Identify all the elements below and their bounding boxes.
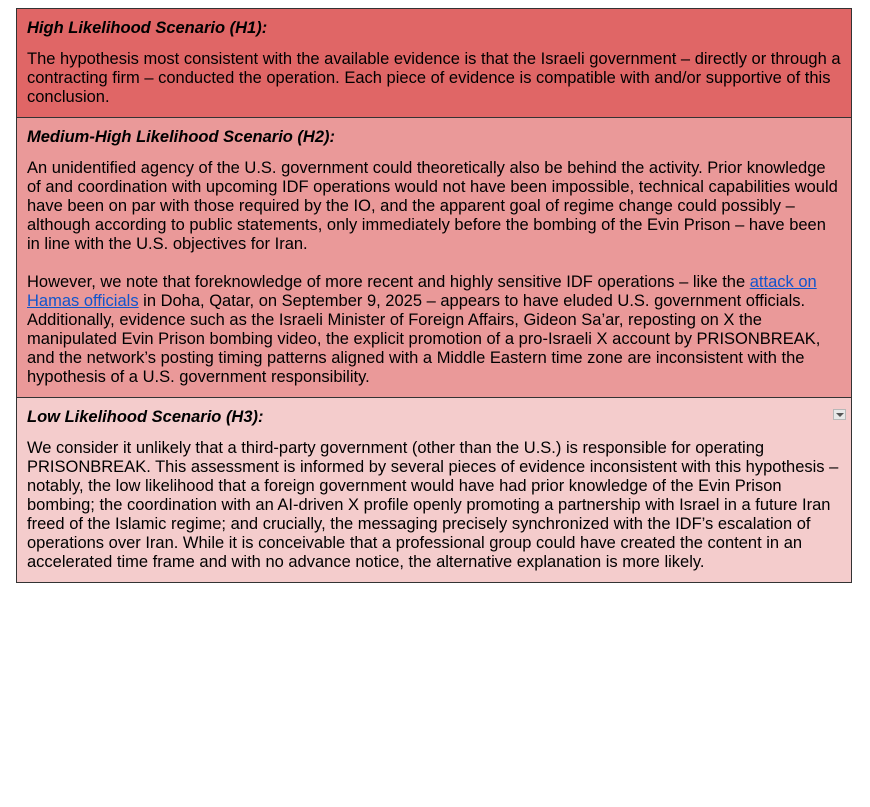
- cell-dropdown-arrow-icon[interactable]: [833, 409, 846, 420]
- scenario-h2-paragraph-1: An unidentified agency of the U.S. government could theoretically also be behind the activity. Prior knowledge of and coordination with upcoming IDF operations would not have been impossible, technical capabilities would have been on par with those required by the IO, and the apparent goal of regime change could possibly – although according to public statements, only immediately before the bombing of the Evin Prison – have been in line with the U.S. objectives for Iran.: [27, 159, 838, 253]
- scenario-h1-title: High Likelihood Scenario (H1):: [27, 19, 268, 37]
- scenario-h1-cell: [17, 9, 851, 118]
- scenario-h3-body: We consider it unlikely that a third-party government (other than the U.S.) is responsible for operating PRISONBREAK. This assessment is informed by several pieces of evidence inconsistent with this hypothesis – notably, the low likelihood that a foreign government would have had prior knowledge of the Evin Prison bombing; the coordination with an AI-driven X profile openly promoting a partnership with Israel in a future Iran freed of the Islamic regime; and crucially, the messaging precisely synchronized with the IDF’s escalation of operations over Iran. While it is conceivable that a professional group could have created the content in an accelerated time frame and with no advance notice, the alternative explanation is more likely.: [27, 439, 839, 571]
- scenario-h1-body: The hypothesis most consistent with the available evidence is that the Israeli government – directly or through a contracting firm – conducted the operation. Each piece of evidence is compatible with and/or supportive of this conclusion.: [27, 50, 841, 106]
- scenario-h2-cell: [17, 118, 851, 398]
- scenario-h3-cell: [17, 398, 851, 582]
- paragraph-2-text-before-link: However, we note that foreknowledge of more recent and highly sensitive IDF operations – like the: [27, 273, 750, 291]
- scenario-h2-paragraph-2: [27, 273, 841, 387]
- hamas-attack-link[interactable]: attack on Hamas officials: [27, 273, 817, 310]
- scenario-h2-title: Medium-High Likelihood Scenario (H2):: [27, 128, 336, 146]
- scenario-h3-title: Low Likelihood Scenario (H3):: [27, 408, 264, 426]
- scenario-table: [16, 8, 852, 583]
- paragraph-2-text-after-link: in Doha, Qatar, on September 9, 2025 – appears to have eluded U.S. government officials. Additionally, evidence such as the Israeli Minister of Foreign Affairs, Gideon Sa’ar, reposting on X the manipulated Evin Prison bombing video, the explicit promotion of a pro-Israeli X account by PRISONBREAK, and the network’s posting timing patterns aligned with a Middle Eastern time zone are inconsistent with the hypothesis of a U.S. government responsibility.: [27, 292, 821, 386]
